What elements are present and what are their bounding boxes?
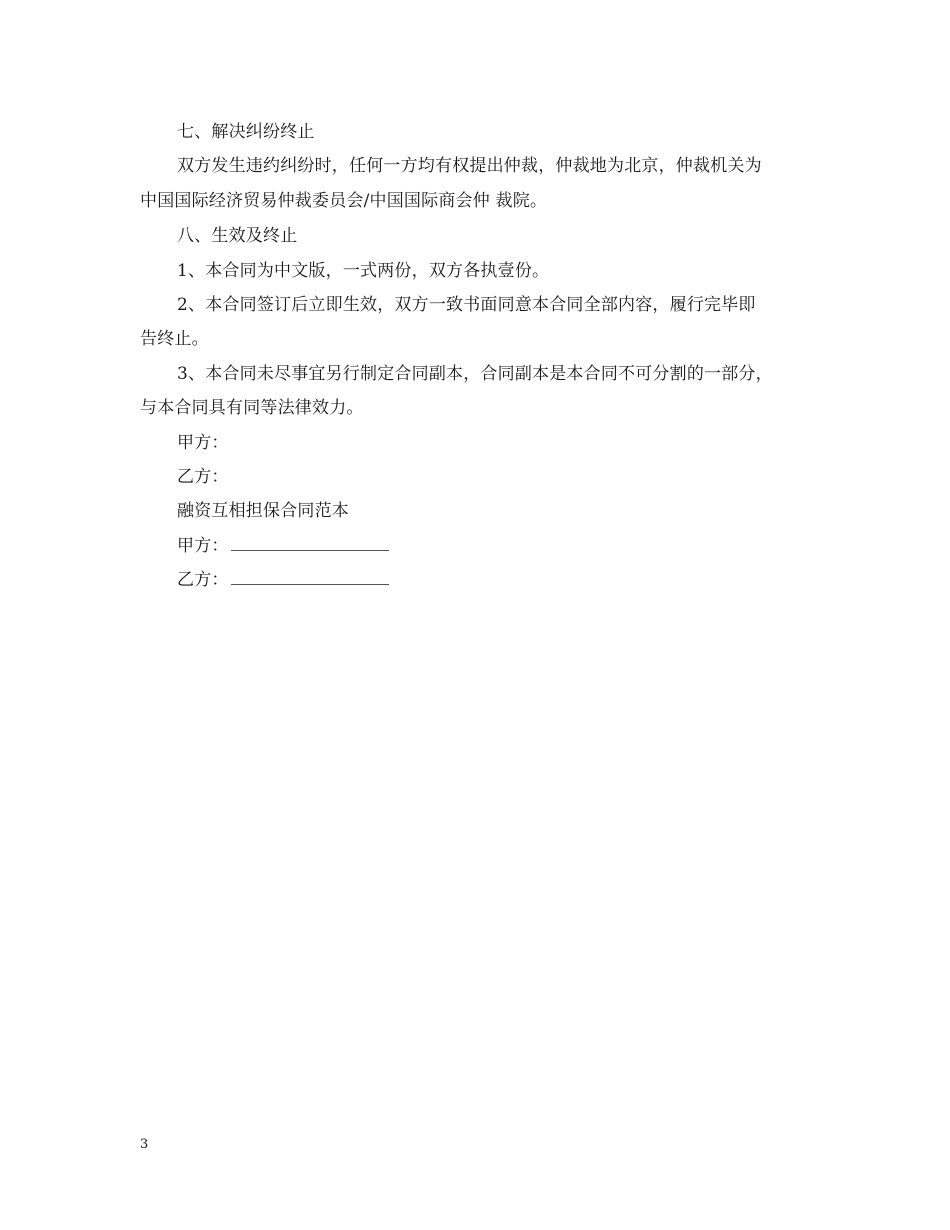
party-a-blank [231, 536, 389, 551]
paragraph-dispute-line-2: 中国国际经济贸易仲裁委员会/中国国际商会仲 裁院。 [140, 191, 548, 211]
party-a-label-2: 甲方： [177, 536, 229, 556]
party-b-label-1: 乙方： [177, 467, 229, 487]
clause-2-line-2: 告终止。 [140, 329, 209, 349]
clause-3-line-2: 与本合同具有同等法律效力。 [140, 398, 364, 418]
clause-1: 1、本合同为中文版，一式两份，双方各执壹份。 [177, 261, 550, 281]
section-heading-dispute: 七、解决纠纷终止 [177, 122, 315, 142]
party-a-label-1: 甲方： [177, 433, 229, 453]
party-b-signature-line [177, 569, 389, 591]
clause-2-line-1: 2、本合同签订后立即生效，双方一致书面同意本合同全部内容，履行完毕即 [177, 295, 756, 315]
clause-3-line-1: 3、本合同未尽事宜另行制定合同副本，合同副本是本合同不可分割的一部分， [177, 364, 773, 384]
document-title: 融资互相担保合同范本 [177, 501, 349, 521]
party-b-label-2: 乙方： [177, 570, 229, 590]
paragraph-dispute-line-1: 双方发生违约纠纷时，任何一方均有权提出仲裁，仲裁地为北京，仲裁机关为 [177, 156, 762, 176]
page-number: 3 [140, 1137, 149, 1152]
section-heading-effect: 八、生效及终止 [177, 226, 298, 246]
party-b-blank [231, 570, 389, 585]
party-a-signature-line [177, 535, 389, 557]
